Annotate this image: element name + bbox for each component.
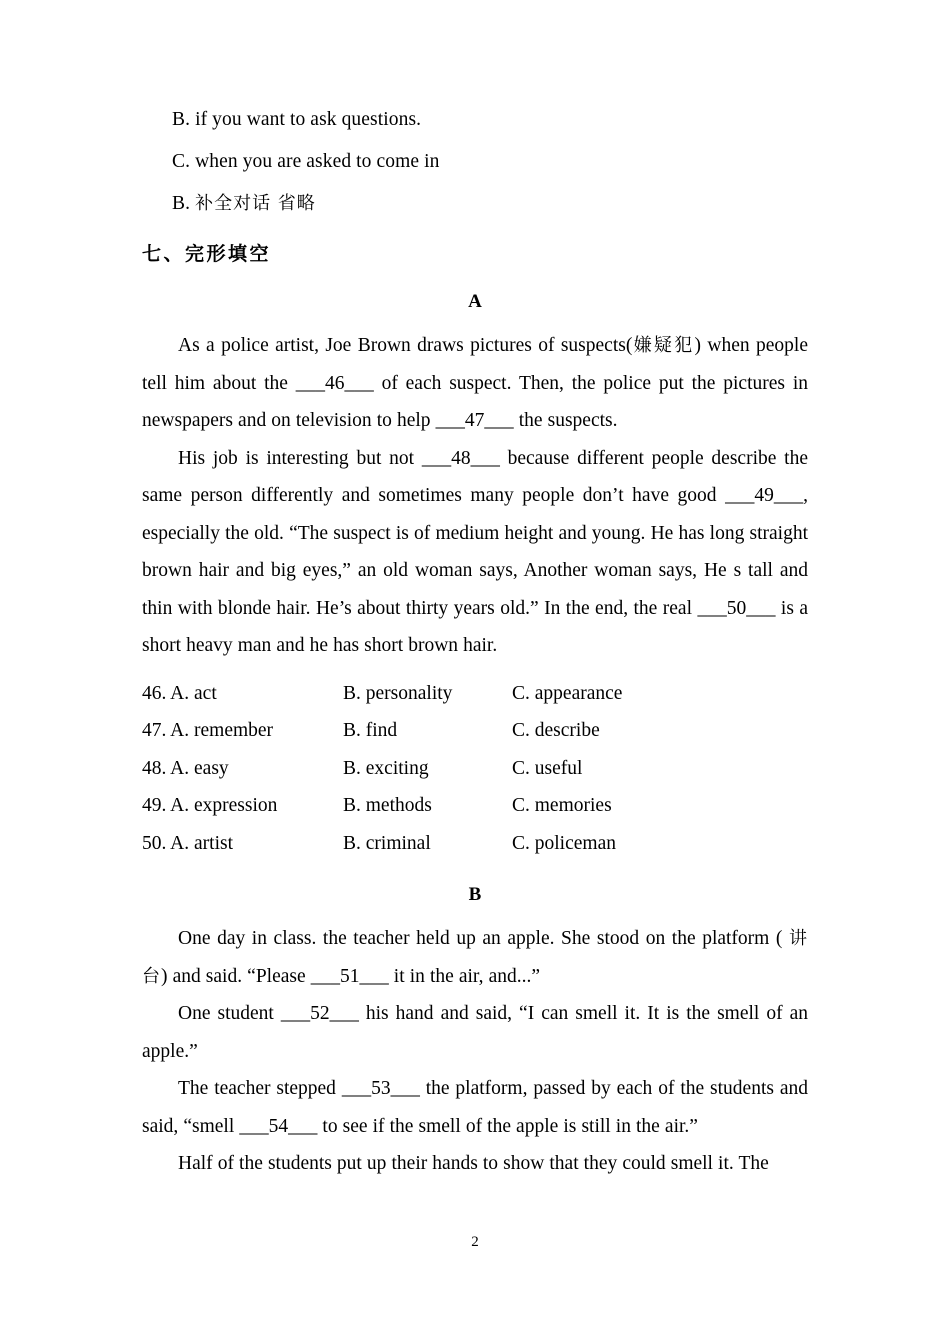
text-run: ) and said. “Please (161, 965, 311, 987)
cjk-gloss: 讲台 (142, 928, 808, 987)
paragraph-b2 (142, 995, 808, 1070)
choice-option-b[interactable]: B. exciting (343, 757, 429, 779)
choices-table-a (142, 675, 808, 863)
section-title: 完形填空 (185, 243, 272, 265)
text-run: Half of the students put up their hands to show that they could smell it. The (178, 1153, 769, 1174)
answer-blank: ___49___ (725, 485, 804, 506)
leftover-choice-b-text: if you want to ask questions. (195, 109, 422, 130)
choice-option-b[interactable]: B. personality (343, 682, 453, 704)
choice-option-b[interactable]: B. find (343, 720, 398, 741)
answer-note (142, 183, 808, 225)
section-heading (142, 239, 808, 269)
choice-option-c[interactable]: C. describe (512, 720, 600, 741)
text-run: the suspects. (513, 410, 618, 431)
paragraph-b1 (142, 920, 808, 995)
page-number: 2 (471, 1234, 479, 1250)
answer-blank: ___53___ (341, 1078, 420, 1099)
cjk-gloss: 嫌疑犯 (632, 335, 695, 356)
choice-option-c[interactable]: C. useful (512, 757, 583, 779)
answer-note-label: B. (172, 193, 191, 214)
answer-note-text: 补全对话 省略 (195, 193, 316, 214)
answer-blank: ___47___ (435, 410, 514, 431)
answer-blank: ___51___ (310, 965, 389, 987)
paragraph-b3 (142, 1070, 808, 1145)
choices-row (142, 825, 808, 863)
leftover-choice-c (142, 141, 808, 183)
text-run: because different people describe the same person differently and sometimes many people don’t have good (142, 447, 808, 506)
part-label-a: A (468, 291, 482, 312)
answer-blank: ___54___ (239, 1115, 318, 1137)
answer-blank: ___50___ (697, 597, 776, 619)
choice-option-a[interactable]: 48. A. easy (142, 757, 229, 779)
text-run: to see if the smell of the apple is still in the air.” (317, 1115, 698, 1137)
text-run: One day in class. the teacher held up an apple. She stood on the platform ( (178, 928, 789, 949)
page-content (142, 99, 808, 1183)
choice-option-c[interactable]: C. appearance (512, 682, 623, 704)
text-run: of each suspect. Then, the police put the pictures in newspapers and on television to help (142, 372, 808, 431)
choice-option-b[interactable]: B. criminal (343, 832, 431, 854)
text-run: As a police artist, Joe Brown draws pictures of suspects( (178, 335, 633, 356)
text-run: the platform, passed by each of the students and said, “smell (142, 1078, 808, 1137)
choices-row (142, 787, 808, 825)
choice-option-a[interactable]: 46. A. act (142, 682, 217, 704)
choice-option-a[interactable]: 49. A. expression (142, 795, 278, 816)
text-run: is a short heavy man and he has short brown hair. (142, 597, 809, 656)
choices-row (142, 675, 808, 713)
paragraph-b4 (142, 1145, 808, 1183)
answer-blank: ___52___ (280, 1003, 359, 1024)
choice-option-c[interactable]: C. memories (512, 795, 612, 816)
leftover-choice-b-label: B. (172, 109, 191, 130)
choice-option-b[interactable]: B. methods (343, 795, 432, 816)
choices-body (142, 675, 808, 863)
answer-blank: ___46___ (295, 372, 374, 394)
choice-option-a[interactable]: 47. A. remember (142, 720, 274, 741)
text-run: his hand and said, “I can smell it. It is the smell of an apple.” (142, 1003, 808, 1062)
leftover-choice-b (142, 99, 808, 141)
part-label-b: B (468, 884, 482, 905)
section-number: 七、 (142, 243, 186, 265)
text-run: The teacher stepped (178, 1078, 342, 1099)
text-run: One student (178, 1003, 281, 1024)
text-run: His job is interesting but not (178, 447, 422, 469)
leftover-choice-c-text: when you are asked to come in (195, 151, 440, 172)
leftover-choice-c-label: C. (172, 151, 191, 172)
text-run: it in the air, and...” (388, 965, 541, 987)
choice-option-c[interactable]: C. policeman (512, 832, 616, 854)
choices-row (142, 750, 808, 788)
answer-blank: ___48___ (421, 447, 500, 469)
paragraph-a2 (142, 440, 808, 665)
paragraph-a1 (142, 327, 808, 440)
choices-row (142, 712, 808, 750)
choice-option-a[interactable]: 50. A. artist (142, 832, 233, 854)
text-run: , especially the old. “The suspect is of medium height and young. He has long straight brown hair and big eyes,” an old woman says, Another woman says, He s tall and thin with blonde hair. He’s about thirty years old.” In the end, the real (142, 485, 808, 619)
text-run: ) when people tell him about the (142, 335, 809, 394)
